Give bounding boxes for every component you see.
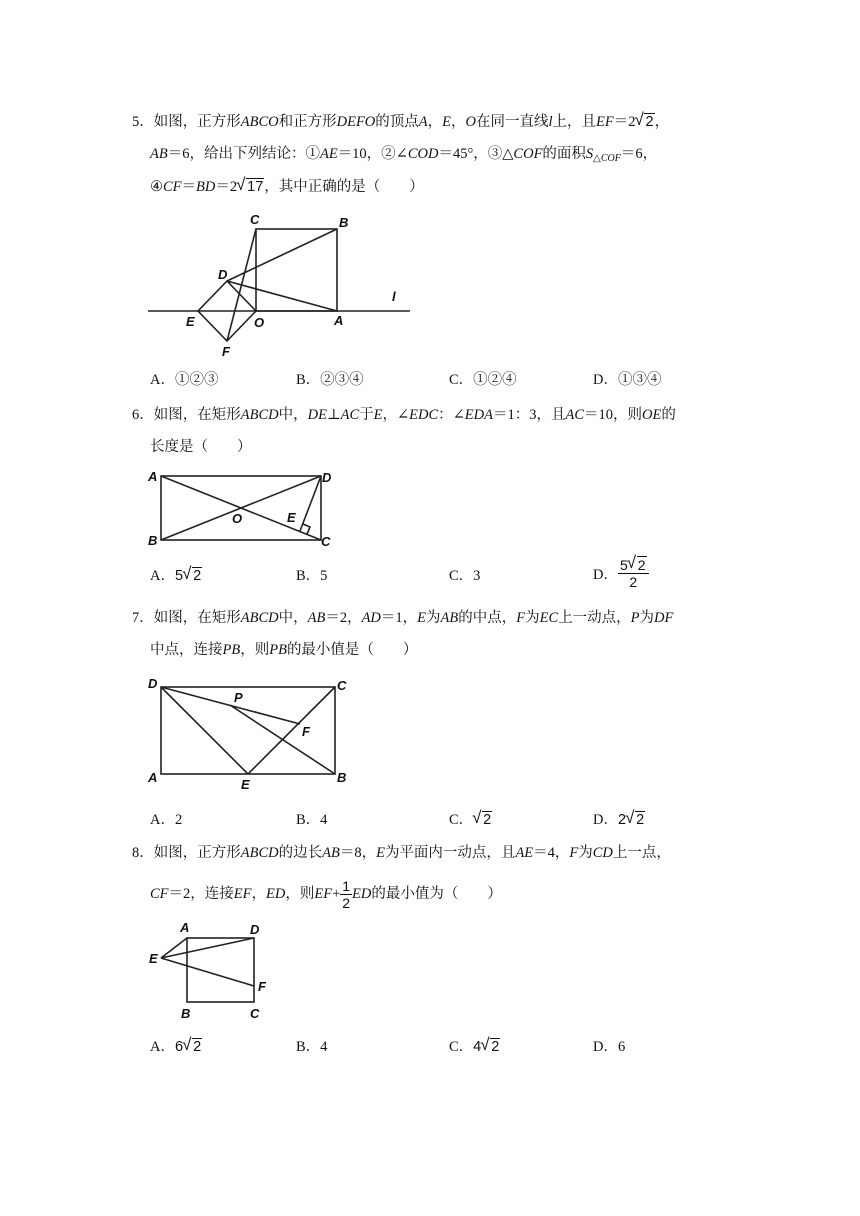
option-letter: D．: [593, 1039, 618, 1055]
sqrt-symbol: [635, 112, 654, 132]
q6-text: 中，: [278, 407, 308, 423]
q7-option-c[interactable]: [449, 810, 492, 830]
q5-var: S: [585, 146, 594, 162]
q7-text: 为: [426, 610, 441, 626]
numerator: [618, 557, 649, 574]
q6-var: AC: [565, 407, 585, 423]
option-letter: B．: [296, 372, 321, 388]
option-text: 6: [617, 1039, 626, 1055]
radicand: 2: [193, 1039, 202, 1055]
q6-line-2: [150, 437, 252, 457]
q6-text: ＝1：3，且: [492, 407, 566, 423]
q5-var: AE: [319, 146, 338, 162]
option-letter: C．: [449, 1039, 474, 1055]
q5-figure: [140, 208, 420, 363]
q8-var: CD: [592, 845, 613, 861]
q7-var: PB: [222, 642, 241, 658]
q7-line-1: [132, 608, 673, 628]
option-letter: A．: [150, 1039, 175, 1055]
q5-text: 上，且: [552, 114, 597, 130]
sqrt-symbol: [626, 810, 645, 830]
q5-text: 在同一直线: [475, 114, 549, 130]
q6-var: EDA: [464, 407, 493, 423]
option-letter: C．: [449, 372, 474, 388]
q8-text: 的边长: [278, 845, 323, 861]
label-C: C: [250, 212, 260, 227]
label-B: B: [181, 1006, 191, 1021]
coefficient: 5: [174, 568, 184, 584]
option-letter: A．: [150, 372, 175, 388]
q7-var: PB: [269, 642, 287, 658]
q6-option-a[interactable]: [150, 566, 202, 586]
label-D: D: [250, 922, 260, 937]
q5-var: O: [465, 114, 476, 130]
label-A: A: [180, 920, 190, 935]
question-number: 5．: [132, 114, 154, 130]
q8-var: EF: [314, 886, 333, 902]
q6-var: OE: [642, 407, 662, 423]
coefficient: 2: [617, 812, 627, 828]
segment-DB: [227, 229, 337, 281]
q8-var: AB: [322, 845, 340, 861]
q8-option-b[interactable]: [296, 1037, 327, 1057]
q7-line-2: [150, 640, 417, 660]
question-number: 7．: [132, 610, 154, 626]
q6-text: 的: [661, 407, 676, 423]
option-letter: C．: [449, 812, 474, 828]
q6-var: DE: [307, 407, 327, 423]
q6-var: E: [373, 407, 383, 423]
q5-text: 的顶点: [375, 114, 419, 130]
q5-var: l: [548, 114, 553, 130]
q6-text: 长度是（ ）: [150, 439, 252, 455]
q5-text: ＝6，: [620, 146, 658, 162]
radicand: 2: [637, 557, 646, 573]
q5-var: COD: [407, 146, 439, 162]
q5-var: ABCO: [240, 114, 279, 130]
option-text: 4: [320, 1039, 328, 1055]
q8-var: CF: [150, 886, 169, 902]
label-F: F: [302, 724, 310, 739]
radicand: 2: [483, 812, 492, 828]
label-B: B: [337, 770, 347, 785]
fraction-one-half: [340, 878, 352, 911]
q7-var: P: [630, 610, 640, 626]
label-F: F: [258, 979, 266, 994]
option-letter: A．: [150, 568, 175, 584]
q5-text: ＝10，②∠: [337, 146, 408, 162]
sqrt-symbol: [481, 1037, 500, 1057]
segment-EF: [161, 958, 254, 986]
sqrt-symbol: [628, 557, 647, 573]
numerator: 1: [342, 878, 351, 895]
segment-DE: [300, 476, 321, 531]
question-number: 8．: [132, 845, 154, 861]
q8-var: ABCD: [240, 845, 279, 861]
q5-option-b[interactable]: [296, 370, 364, 390]
q8-option-a[interactable]: [150, 1037, 202, 1057]
label-D: D: [322, 470, 332, 485]
radicand: 2: [636, 812, 645, 828]
option-text: 2: [174, 812, 183, 828]
q7-var: E: [417, 610, 427, 626]
label-E: E: [287, 510, 296, 525]
q8-var: EF: [233, 886, 252, 902]
q5-text: ＝45°，③△: [438, 146, 514, 162]
q6-text: 于: [359, 407, 374, 423]
sqrt-symbol: [183, 1037, 202, 1057]
q5-option-c[interactable]: [449, 370, 517, 390]
q8-var: AE: [515, 845, 534, 861]
q8-option-c[interactable]: [449, 1037, 500, 1057]
q6-option-d[interactable]: [593, 557, 649, 590]
option-letter: B．: [296, 812, 321, 828]
label-l: l: [392, 289, 396, 304]
option-letter: C．: [449, 568, 474, 584]
option-text: ①③④: [617, 372, 662, 388]
option-letter: A．: [150, 812, 175, 828]
q6-option-b[interactable]: [296, 566, 327, 586]
q6-text: ＝10，则: [584, 407, 643, 423]
label-O: O: [254, 315, 265, 330]
option-letter: B．: [296, 568, 321, 584]
fraction: [618, 557, 649, 590]
q8-var: E: [376, 845, 385, 861]
q6-option-c[interactable]: [449, 566, 480, 586]
q5-var: E: [442, 114, 451, 130]
sqrt-symbol: [237, 177, 264, 197]
q7-option-d[interactable]: [593, 810, 645, 830]
q8-line-1: [132, 843, 671, 863]
q5-text: 的面积: [542, 146, 586, 162]
q6-line-1: [132, 405, 676, 425]
q7-text: 上一动点，: [558, 610, 631, 626]
label-O: O: [232, 511, 243, 526]
q7-var: AB: [440, 610, 459, 626]
radicand: 17: [247, 179, 264, 195]
q7-figure: [140, 672, 365, 797]
q5-text: ，: [654, 114, 670, 130]
label-A: A: [334, 313, 344, 328]
q8-text: 上一点，: [612, 845, 671, 861]
q7-text: ，则: [240, 642, 270, 658]
option-letter: D．: [593, 372, 618, 388]
coefficient: 6: [174, 1039, 184, 1055]
q7-var: DF: [654, 610, 674, 626]
q7-text: 如图，在矩形: [153, 610, 241, 626]
label-B: B: [148, 533, 158, 548]
radicand: 2: [645, 114, 654, 130]
q6-text: 如图，在矩形: [153, 407, 241, 423]
q5-text: ，: [451, 114, 466, 130]
option-text: 5: [320, 568, 328, 584]
option-letter: B．: [296, 1039, 321, 1055]
q8-text: 如图，正方形: [153, 845, 241, 861]
label-D: D: [218, 267, 228, 282]
q6-var: EDC: [409, 407, 439, 423]
option-text: 3: [473, 568, 481, 584]
option-text: ①②③: [174, 372, 219, 388]
q8-line-2: [150, 876, 502, 912]
sqrt-symbol: [183, 566, 202, 586]
q8-text: 为平面内一动点，且: [384, 845, 516, 861]
q8-figure: [140, 918, 290, 1022]
label-E: E: [241, 777, 250, 792]
q7-text: 的最小值是（ ）: [286, 642, 418, 658]
q5-line-2: [150, 144, 657, 169]
q8-text: ，则: [285, 886, 315, 902]
label-C: C: [321, 534, 331, 549]
question-number: 6．: [132, 407, 154, 423]
label-E: E: [149, 951, 158, 966]
q6-var: AC: [340, 407, 360, 423]
option-text: ①②④: [473, 372, 517, 388]
option-letter: D．: [593, 812, 618, 828]
q8-text: +: [332, 886, 341, 902]
q6-var: ABCD: [240, 407, 279, 423]
q8-var: ED: [266, 886, 286, 902]
q5-text: ＝2: [613, 114, 636, 130]
q5-var: BD: [196, 179, 216, 195]
q7-var: EC: [539, 610, 559, 626]
coefficient: 4: [473, 1039, 482, 1055]
q7-text: 中点，连接: [150, 642, 223, 658]
q8-text: ，: [251, 886, 266, 902]
q5-option-d[interactable]: [593, 370, 661, 390]
q7-text: 中，: [278, 610, 308, 626]
q7-option-b[interactable]: [296, 810, 327, 830]
label-A: A: [148, 469, 158, 484]
q6-text: ⊥: [326, 407, 341, 423]
label-C: C: [250, 1006, 260, 1021]
q5-option-a[interactable]: [150, 370, 218, 390]
square-ABCD: [187, 938, 254, 1002]
q5-text: ＝6，给出下列结论：①: [167, 146, 320, 162]
q7-var: AD: [361, 610, 381, 626]
label-E: E: [186, 314, 195, 329]
option-letter: D．: [593, 567, 618, 583]
q8-var: ED: [352, 886, 372, 902]
radicand: 2: [491, 1039, 500, 1055]
q7-var: ABCD: [240, 610, 279, 626]
q7-text: ＝1，: [380, 610, 418, 626]
denominator: 2: [342, 895, 351, 912]
q8-text: 的最小值为（ ）: [371, 886, 502, 902]
q7-var: AB: [307, 610, 326, 626]
segment-EC: [248, 687, 335, 774]
q5-var: CF: [163, 179, 182, 195]
q5-line-3: [150, 177, 424, 197]
q5-text: ＝: [181, 179, 197, 195]
q8-text: ＝2，连接: [168, 886, 234, 902]
denominator: 2: [629, 574, 638, 590]
segment-DA: [227, 281, 337, 311]
coefficient: 5: [619, 557, 628, 573]
q5-var: AB: [150, 146, 168, 162]
label-B: B: [339, 215, 349, 230]
q6-text: ：∠: [438, 407, 465, 423]
q8-option-d[interactable]: [593, 1037, 625, 1057]
q5-text: ，其中正确的是（ ）: [264, 179, 424, 195]
q7-text: 为: [639, 610, 654, 626]
q6-figure: [140, 464, 340, 554]
q7-text: 的中点，: [458, 610, 517, 626]
q7-text: 为: [525, 610, 540, 626]
radicand: 2: [193, 568, 202, 584]
q8-var: F: [569, 845, 579, 861]
q7-var: F: [516, 610, 526, 626]
option-text: ②③④: [320, 372, 364, 388]
q5-text: 如图，正方形: [153, 114, 241, 130]
label-A: A: [148, 770, 158, 785]
label-D: D: [148, 676, 158, 691]
square-ABCO: [256, 229, 337, 311]
q5-var: COF: [513, 146, 543, 162]
sqrt-symbol: [473, 810, 492, 830]
q5-text: ，: [427, 114, 443, 130]
q5-line-1: [132, 112, 669, 132]
q8-text: ＝4，: [533, 845, 570, 861]
q5-text: ＝2: [215, 179, 238, 195]
segment-PB: [230, 705, 335, 774]
label-F: F: [222, 344, 230, 359]
q5-text: ④: [150, 179, 163, 195]
q5-text: 和正方形: [278, 114, 337, 130]
q6-text: ，∠: [382, 407, 410, 423]
q8-text: ＝8，: [339, 845, 377, 861]
subscript: △COF: [593, 153, 621, 164]
label-P: P: [234, 690, 243, 705]
q5-var: EF: [596, 114, 614, 130]
q7-option-a[interactable]: [150, 810, 182, 830]
label-C: C: [337, 678, 347, 693]
q5-var: A: [418, 114, 428, 130]
q5-var: DEFO: [336, 114, 376, 130]
q8-text: 为: [578, 845, 593, 861]
q7-text: ＝2，: [325, 610, 362, 626]
option-text: 4: [320, 812, 328, 828]
